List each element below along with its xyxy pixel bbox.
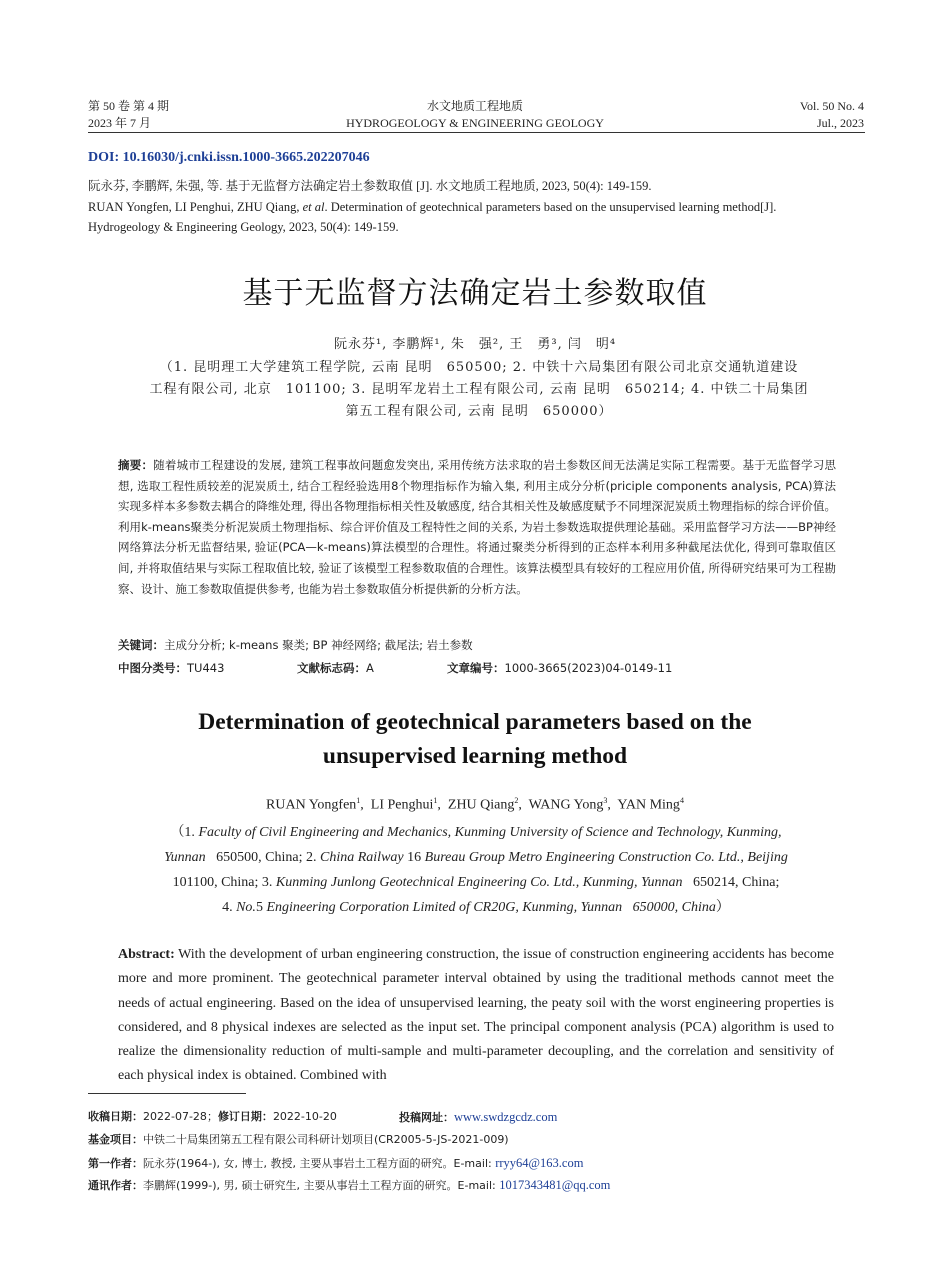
citation-en-line2: Hydrogeology & Engineering Geology, 2023, 50(4): 149-159. — [88, 220, 399, 234]
corresponding-author-label: 通讯作者： — [88, 1179, 143, 1192]
first-author-text: 阮永芬(1964-), 女, 博士, 教授, 主要从事岩土工程方面的研究。E-mail: — [143, 1157, 496, 1170]
doc-code-label: 文献标志码： — [297, 661, 366, 675]
website-label: 投稿网址： — [399, 1111, 454, 1124]
received-label: 收稿日期： — [88, 1110, 143, 1123]
header-journal-en: HYDROGEOLOGY & ENGINEERING GEOLOGY — [346, 116, 604, 130]
affiliation-en-line: Yunnan 650500, China; 2. China Railway 16 Bureau Group Metro Engineering Construction Co. Ltd., Beijing — [164, 850, 788, 865]
footnote-dates: 收稿日期：2022-07-28；修订日期：2022-10-20 — [88, 1110, 337, 1123]
title-en-line: Determination of geotechnical parameters based on the — [198, 709, 752, 735]
doi — [88, 150, 370, 166]
author-sup: 4 — [679, 796, 684, 805]
title-en — [0, 705, 950, 773]
keywords-cn-label: 关键词： — [118, 638, 164, 652]
affiliation-en-2b: 16 — [407, 850, 422, 865]
article-number — [447, 660, 672, 676]
citation-en-authors: RUAN Yongfen, LI Penghui, ZHU Qiang, — [88, 200, 303, 214]
author-en: RUAN Yongfen — [266, 797, 357, 813]
affiliation-en-line: （1. Faculty of Civil Engineering and Mechanics, Kunming University of Science and Technology, Kunming, — [170, 825, 782, 840]
citation-en — [88, 197, 878, 217]
keywords-cn-text: 主成分分析; k-means 聚类; BP 神经网络; 截尾法; 岩土参数 — [164, 638, 473, 652]
corresponding-author-email[interactable]: 1017343481@qq.com — [499, 1178, 611, 1192]
clc-label: 中图分类号： — [118, 661, 187, 675]
affiliation-en-3: Kunming Junlong Geotechnical Engineering Co. Ltd., Kunming, Yunnan — [275, 875, 683, 890]
header-date-en: Jul., 2023 — [816, 116, 864, 130]
website-link[interactable]: www.swdzgcdz.com — [454, 1110, 558, 1124]
citation-en-etal: et al — [302, 200, 325, 214]
clc-value: TU443 — [187, 661, 225, 675]
title-cn: 基于无监督方法确定岩土参数取值 — [242, 276, 708, 311]
first-author-email[interactable]: rryy64@163.com — [495, 1156, 584, 1170]
affiliation-en-4a: No. — [236, 900, 256, 915]
affiliation-en-4d: 650000, China — [632, 900, 716, 915]
affiliation-cn-line: 第五工程有限公司, 云南 昆明 650000） — [345, 404, 613, 419]
header-journal-cn: 水文地质工程地质 — [426, 99, 523, 113]
affiliation-en-1b: Yunnan — [164, 850, 206, 865]
author-en: YAN Ming — [617, 797, 680, 813]
author-sup: 3 — [603, 796, 608, 805]
authors-cn: 阮永芬¹, 李鹏辉¹, 朱 强², 王 勇³, 闫 明⁴ — [333, 337, 617, 352]
revised-label: 修订日期： — [217, 1110, 273, 1123]
doi-link[interactable]: 10.16030/j.cnki.issn.1000-3665.202207046 — [122, 150, 370, 165]
article-number-value: 1000-3665(2023)04-0149-11 — [504, 661, 673, 675]
author-en: LI Penghui — [370, 797, 434, 813]
abstract-en-label: Abstract: — [118, 947, 175, 962]
affiliations-cn — [118, 357, 840, 423]
affiliation-en-2c: Bureau Group Metro Engineering Construction Co. Ltd., Beijing — [424, 850, 788, 865]
affiliation-cn-line: 工程有限公司, 北京 101100; 3. 昆明军龙岩土工程有限公司, 云南 昆明 650214; 4. 中铁二十局集团 — [149, 382, 809, 397]
header-volume-en: Vol. 50 No. 4 — [799, 99, 864, 113]
article-number-label: 文章编号： — [447, 661, 505, 675]
revised-date: 2022-10-20 — [272, 1110, 337, 1123]
abstract-cn — [118, 455, 836, 599]
header-volume-cn: 第 50 卷 第 4 期 — [88, 99, 170, 113]
fund-label: 基金项目： — [88, 1133, 143, 1146]
title-en-line: unsupervised learning method — [322, 743, 628, 769]
abstract-en — [118, 943, 834, 1089]
author-sup: 1 — [433, 796, 438, 805]
affiliations-en — [110, 820, 842, 920]
first-author-label: 第一作者： — [88, 1157, 143, 1170]
affiliation-en-3b: 650214, China; — [693, 875, 780, 890]
author-en: WANG Yong — [528, 797, 604, 813]
abstract-cn-text: 随着城市工程建设的发展, 建筑工程事故问题愈发突出, 采用传统方法求取的岩土参数区间无法满足实际工程需要。基于无监督学习思想, 选取工程性质较差的泥炭质土, 结合工程经验选用8个物理指标作为输入集, 利用主成分分析(priciple components analysis, PCA)算法实现多样本多参数去耦合的降维处理, 得出各物理指标相关性及敏感度, 结合其相关性及敏感度赋予不同埋深泥炭质土物理指标的综合评价值。利用k-means聚类分析泥炭质土物理指标、综合评价值及工程特性之间的关系, 为岩土参数选取提供理论基础。采用监督学习方法——BP神经网络算法分析无监督结果, 验证(PCA—k-means)算法模型的合理性。将通过聚类分析得到的正态样本利用多种截尾法优化, 得到可靠取值区间, 并将取值结果与实际工程取值比较, 验证了该模型工程参数取值的合理性。该算法模型具有较好的工程应用价值, 所得研究结果可为工程勘察、设计、施工参数取值提供参考, 也能为岩土参数取值分析提供新的分析方法。 — [118, 458, 837, 596]
keywords-cn — [118, 637, 473, 653]
author-sup: 1 — [356, 796, 361, 805]
doi-label: DOI: — [88, 150, 120, 165]
affiliation-cn-line: （1. 昆明理工大学建筑工程学院, 云南 昆明 650500; 2. 中铁十六局集团有限公司北京交通轨道建设 — [159, 360, 799, 375]
abstract-en-text: With the development of urban engineering construction, the issue of construction engineering accidents has become more and more prominent. The geotechnical parameter interval obtained by using the traditional methods cannot meet the needs of actual engineering. Based on the idea of unsupervised learning, the peaty soil with the worst engineering properties is considered, and 8 physical indexes are selected as the input set. The principal component analysis (PCA) algorithm is used to realize the dimensionality reduction of multi-sample and multi-parameter decoupling, and the correlation and sensitivity of each physical index is obtained. Combined with — [118, 947, 835, 1084]
doc-code-value: A — [366, 661, 374, 675]
footnote-fund — [88, 1132, 509, 1148]
abstract-cn-label: 摘要： — [118, 458, 154, 472]
received-date: 2022-07-28 — [143, 1110, 207, 1123]
affiliation-en-4b: 5 — [255, 900, 263, 915]
authors-en: RUAN Yongfen$^1$, LI Penghui$^1$, ZHU Qiang$^2$, WANG Yong$^3$, YAN Ming$^4$ — [266, 796, 684, 813]
footnote-first-author — [88, 1155, 583, 1172]
author-sup: 2 — [514, 796, 519, 805]
affiliation-en-line: 4. No.5 Engineering Corporation Limited of CR20G, Kunming, Yunnan 650000, China） — [222, 900, 730, 915]
footnote-rule — [88, 1093, 246, 1094]
footnote-corresponding-author — [88, 1177, 610, 1194]
affiliation-en-4c: Engineering Corporation Limited of CR20G, Kunming, Yunnan — [266, 900, 623, 915]
document-code — [297, 660, 374, 676]
author-en: ZHU Qiang — [447, 797, 515, 813]
corresponding-author-text: 李鹏辉(1999-), 男, 硕士研究生, 主要从事岩土工程方面的研究。E-mail: — [143, 1179, 500, 1192]
affiliation-en-2d: 101100, China; — [172, 875, 259, 890]
footnote-website — [399, 1109, 557, 1126]
header-date-cn: 2023 年 7 月 — [88, 116, 152, 130]
affiliation-en-line: 101100, China; 3. Kunming Junlong Geotechnical Engineering Co. Ltd., Kunming, Yunnan 650214, China; — [172, 875, 780, 890]
fund-text: 中铁二十局集团第五工程有限公司科研计划项目(CR2005-5-JS-2021-009) — [143, 1133, 509, 1146]
affiliation-en-2a: China Railway — [320, 850, 404, 865]
affiliation-en-1: Faculty of Civil Engineering and Mechanics, Kunming University of Science and Technology, Kunming, — [198, 825, 782, 840]
clc-number — [118, 660, 224, 676]
citation-en-rest: . Determination of geotechnical parameters based on the unsupervised learning method[J]. — [324, 200, 777, 214]
citation-cn: 阮永芬, 李鹏辉, 朱强, 等. 基于无监督方法确定岩土参数取值 [J]. 水文地质工程地质, 2023, 50(4): 149-159. — [88, 179, 652, 193]
header-rule — [88, 132, 865, 133]
affiliation-en-1c: 650500, China; — [216, 850, 303, 865]
